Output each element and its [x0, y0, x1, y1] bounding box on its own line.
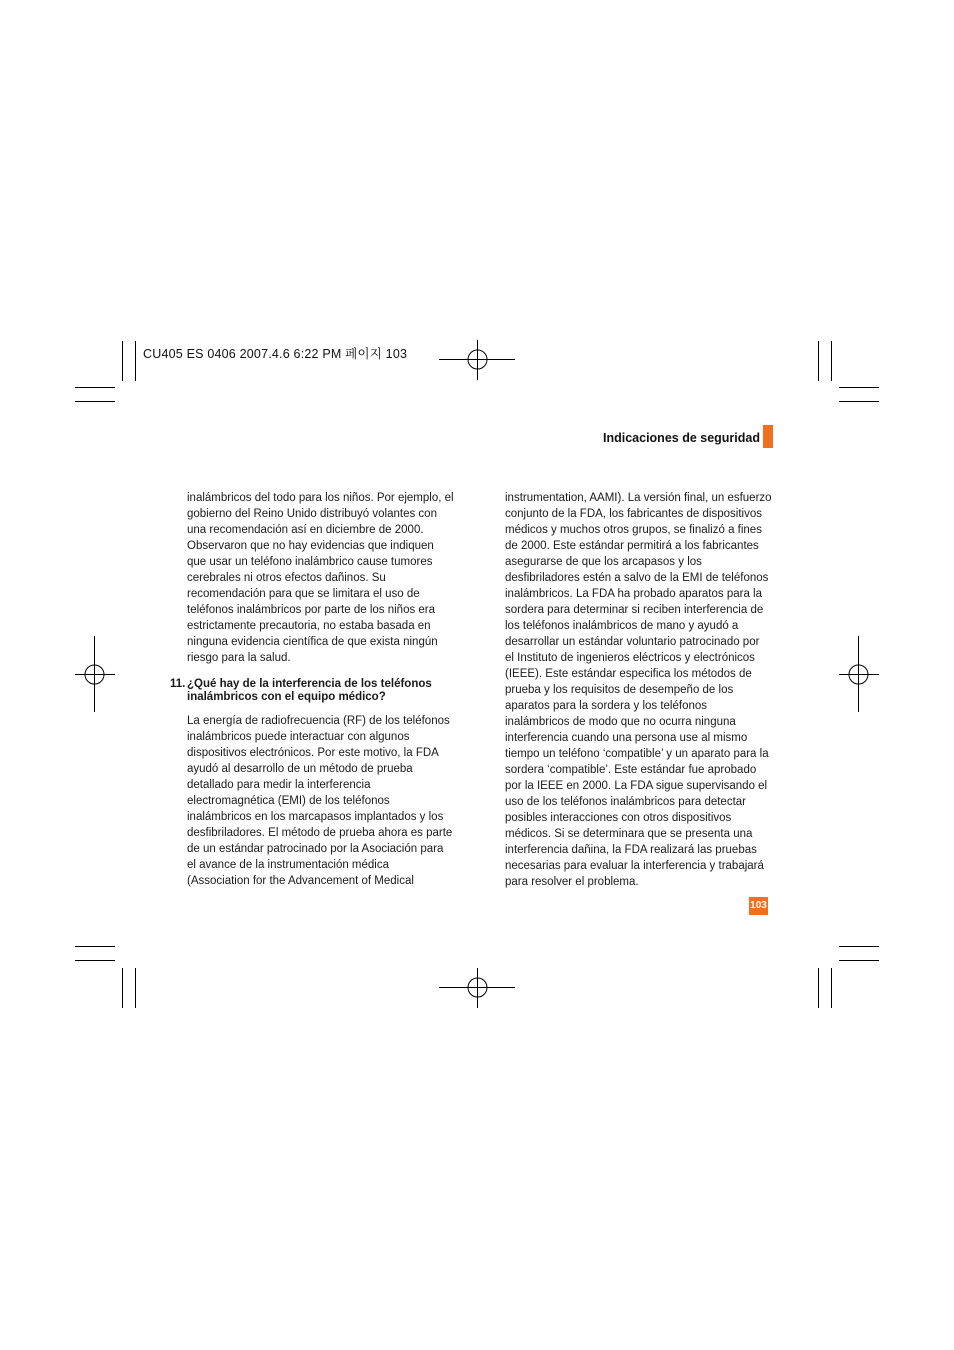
crop-mark [135, 341, 136, 381]
text-line: el Instituto de ingenieros eléctricos y electrónicos [505, 652, 755, 664]
registration-mark-left [75, 636, 115, 712]
registration-mark-right [839, 636, 879, 712]
left-column [170, 490, 457, 889]
crop-mark [831, 341, 832, 381]
text-line: posibles interacciones con otros dispositivos [505, 812, 732, 824]
crop-mark [122, 341, 123, 381]
text-line: (IEEE). Este estándar especifica los métodos de [505, 668, 752, 680]
text-line: Observaron que no hay evidencias que indiquen [187, 540, 434, 552]
answer-paragraph [187, 713, 457, 889]
printer-slug: CU405 ES 0406 2007.4.6 6:22 PM 페이지 103 [143, 347, 408, 361]
text-line: electromagnética (EMI) de los teléfonos [187, 795, 390, 807]
text-line: interferencia dañina, la FDA realizará las pruebas [505, 844, 757, 856]
crop-mark [135, 968, 136, 1008]
text-line: riesgo para la salud. [187, 652, 291, 664]
crop-mark [831, 968, 832, 1008]
text-line: desfibriladores estén a salvo de la EMI de teléfonos [505, 572, 769, 584]
text-line: tiempo un teléfono ‘compatible’ y un aparato para la [505, 748, 769, 760]
text-line: teléfonos inalámbricos por parte de los niños era [187, 604, 436, 616]
text-line: sordera para determinar si reciben interferencia de [505, 604, 764, 616]
text-line: (Association for the Advancement of Medical [187, 875, 414, 887]
text-line: La energía de radiofrecuencia (RF) de los teléfonos [187, 715, 450, 727]
text-line: inalámbricos en los marcapasos implantados y los [187, 811, 444, 823]
section-tab-marker [763, 425, 773, 448]
crop-mark [75, 387, 115, 388]
crop-mark [75, 960, 115, 961]
text-line: detallado para medir la interferencia [187, 779, 371, 791]
crop-mark [839, 946, 879, 947]
text-line: inalámbricos de modo que no ocurra ninguna [505, 716, 736, 728]
text-line: desfibriladores. El método de prueba ahora es parte [187, 827, 453, 839]
text-line: inalámbricos del todo para los niños. Por ejemplo, el [187, 492, 454, 504]
text-line: recomendación para que se limitara el uso de [187, 588, 420, 600]
text-line: instrumentation, AAMI). La versión final, un esfuerzo [505, 492, 772, 504]
text-line: necesarias para evaluar la interferencia y trabajará [505, 860, 764, 872]
crop-mark [75, 946, 115, 947]
text-line: cerebrales ni otros efectos dañinos. Su [187, 572, 386, 584]
text-line: uso de los teléfonos inalámbricos para detectar [505, 796, 747, 808]
text-line: ninguna evidencia científica de que exista ningún [187, 636, 438, 648]
text-line: estrictamente precautoria, no estaba basada en [187, 620, 431, 632]
text-line: que usar un teléfono inalámbrico cause tumores [187, 556, 433, 568]
text-line: para resolver el problema. [505, 876, 639, 888]
text-line: ayudó al desarrollo de un método de prueba [187, 763, 413, 775]
question-line: ¿Qué hay de la interferencia de los teléfonos [187, 678, 432, 690]
text-line: interferencia cuando una persona use al mismo [505, 732, 748, 744]
crop-mark [818, 968, 819, 1008]
text-line: aparatos para la sordera y los teléfonos [505, 700, 708, 712]
crop-mark [75, 401, 115, 402]
text-line: el avance de la instrumentación médica [187, 859, 390, 871]
question-text [187, 678, 432, 704]
text-line: desarrollar un estándar voluntario patrocinado por [505, 636, 760, 648]
crop-mark [818, 341, 819, 381]
registration-mark-top [439, 340, 515, 380]
text-line: por la IEEE en 2000. La FDA sigue supervisando el [505, 780, 768, 792]
text-line: conjunto de la FDA, los fabricantes de dispositivos [505, 508, 762, 520]
text-line: de 2000. Este estándar permitirá a los fabricantes [505, 540, 759, 552]
text-line: dispositivos electrónicos. Por este motivo, la FDA [187, 747, 439, 759]
section-title: Indicaciones de seguridad [603, 431, 760, 445]
text-line: asegurarse de que los arcapasos y los [505, 556, 702, 568]
crop-mark [122, 968, 123, 1008]
registration-mark-bottom [439, 968, 515, 1008]
question-line: inalámbricos con el equipo médico? [187, 691, 386, 703]
text-line: médicos y muchos otros grupos, se finalizó a fines [505, 524, 762, 536]
text-line: prueba y los requisitos de desempeño de los [505, 684, 734, 696]
page-number: 103 [749, 897, 768, 915]
text-line: sordera ‘compatible’. Este estándar fue aprobado [505, 764, 757, 776]
crop-mark [839, 960, 879, 961]
text-line: una recomendación así en diciembre de 2000. [187, 524, 424, 536]
crop-mark [839, 387, 879, 388]
text-line: inalámbricos. La FDA ha probado aparatos para la [505, 588, 762, 600]
crop-mark [839, 401, 879, 402]
text-line: inalámbricos puede interactuar con algunos [187, 731, 410, 743]
question-heading [170, 678, 457, 704]
text-line: gobierno del Reino Unido distribuyó volantes con [187, 508, 437, 520]
right-column [505, 490, 775, 890]
question-number: 11. [170, 678, 186, 690]
intro-paragraph [187, 490, 457, 666]
text-line: de un estándar patrocinado por la Asociación para [187, 843, 444, 855]
text-line: los teléfonos inalámbricos de mano y ayudó a [505, 620, 739, 632]
text-line: médicos. Si se determinara que se presenta una [505, 828, 753, 840]
